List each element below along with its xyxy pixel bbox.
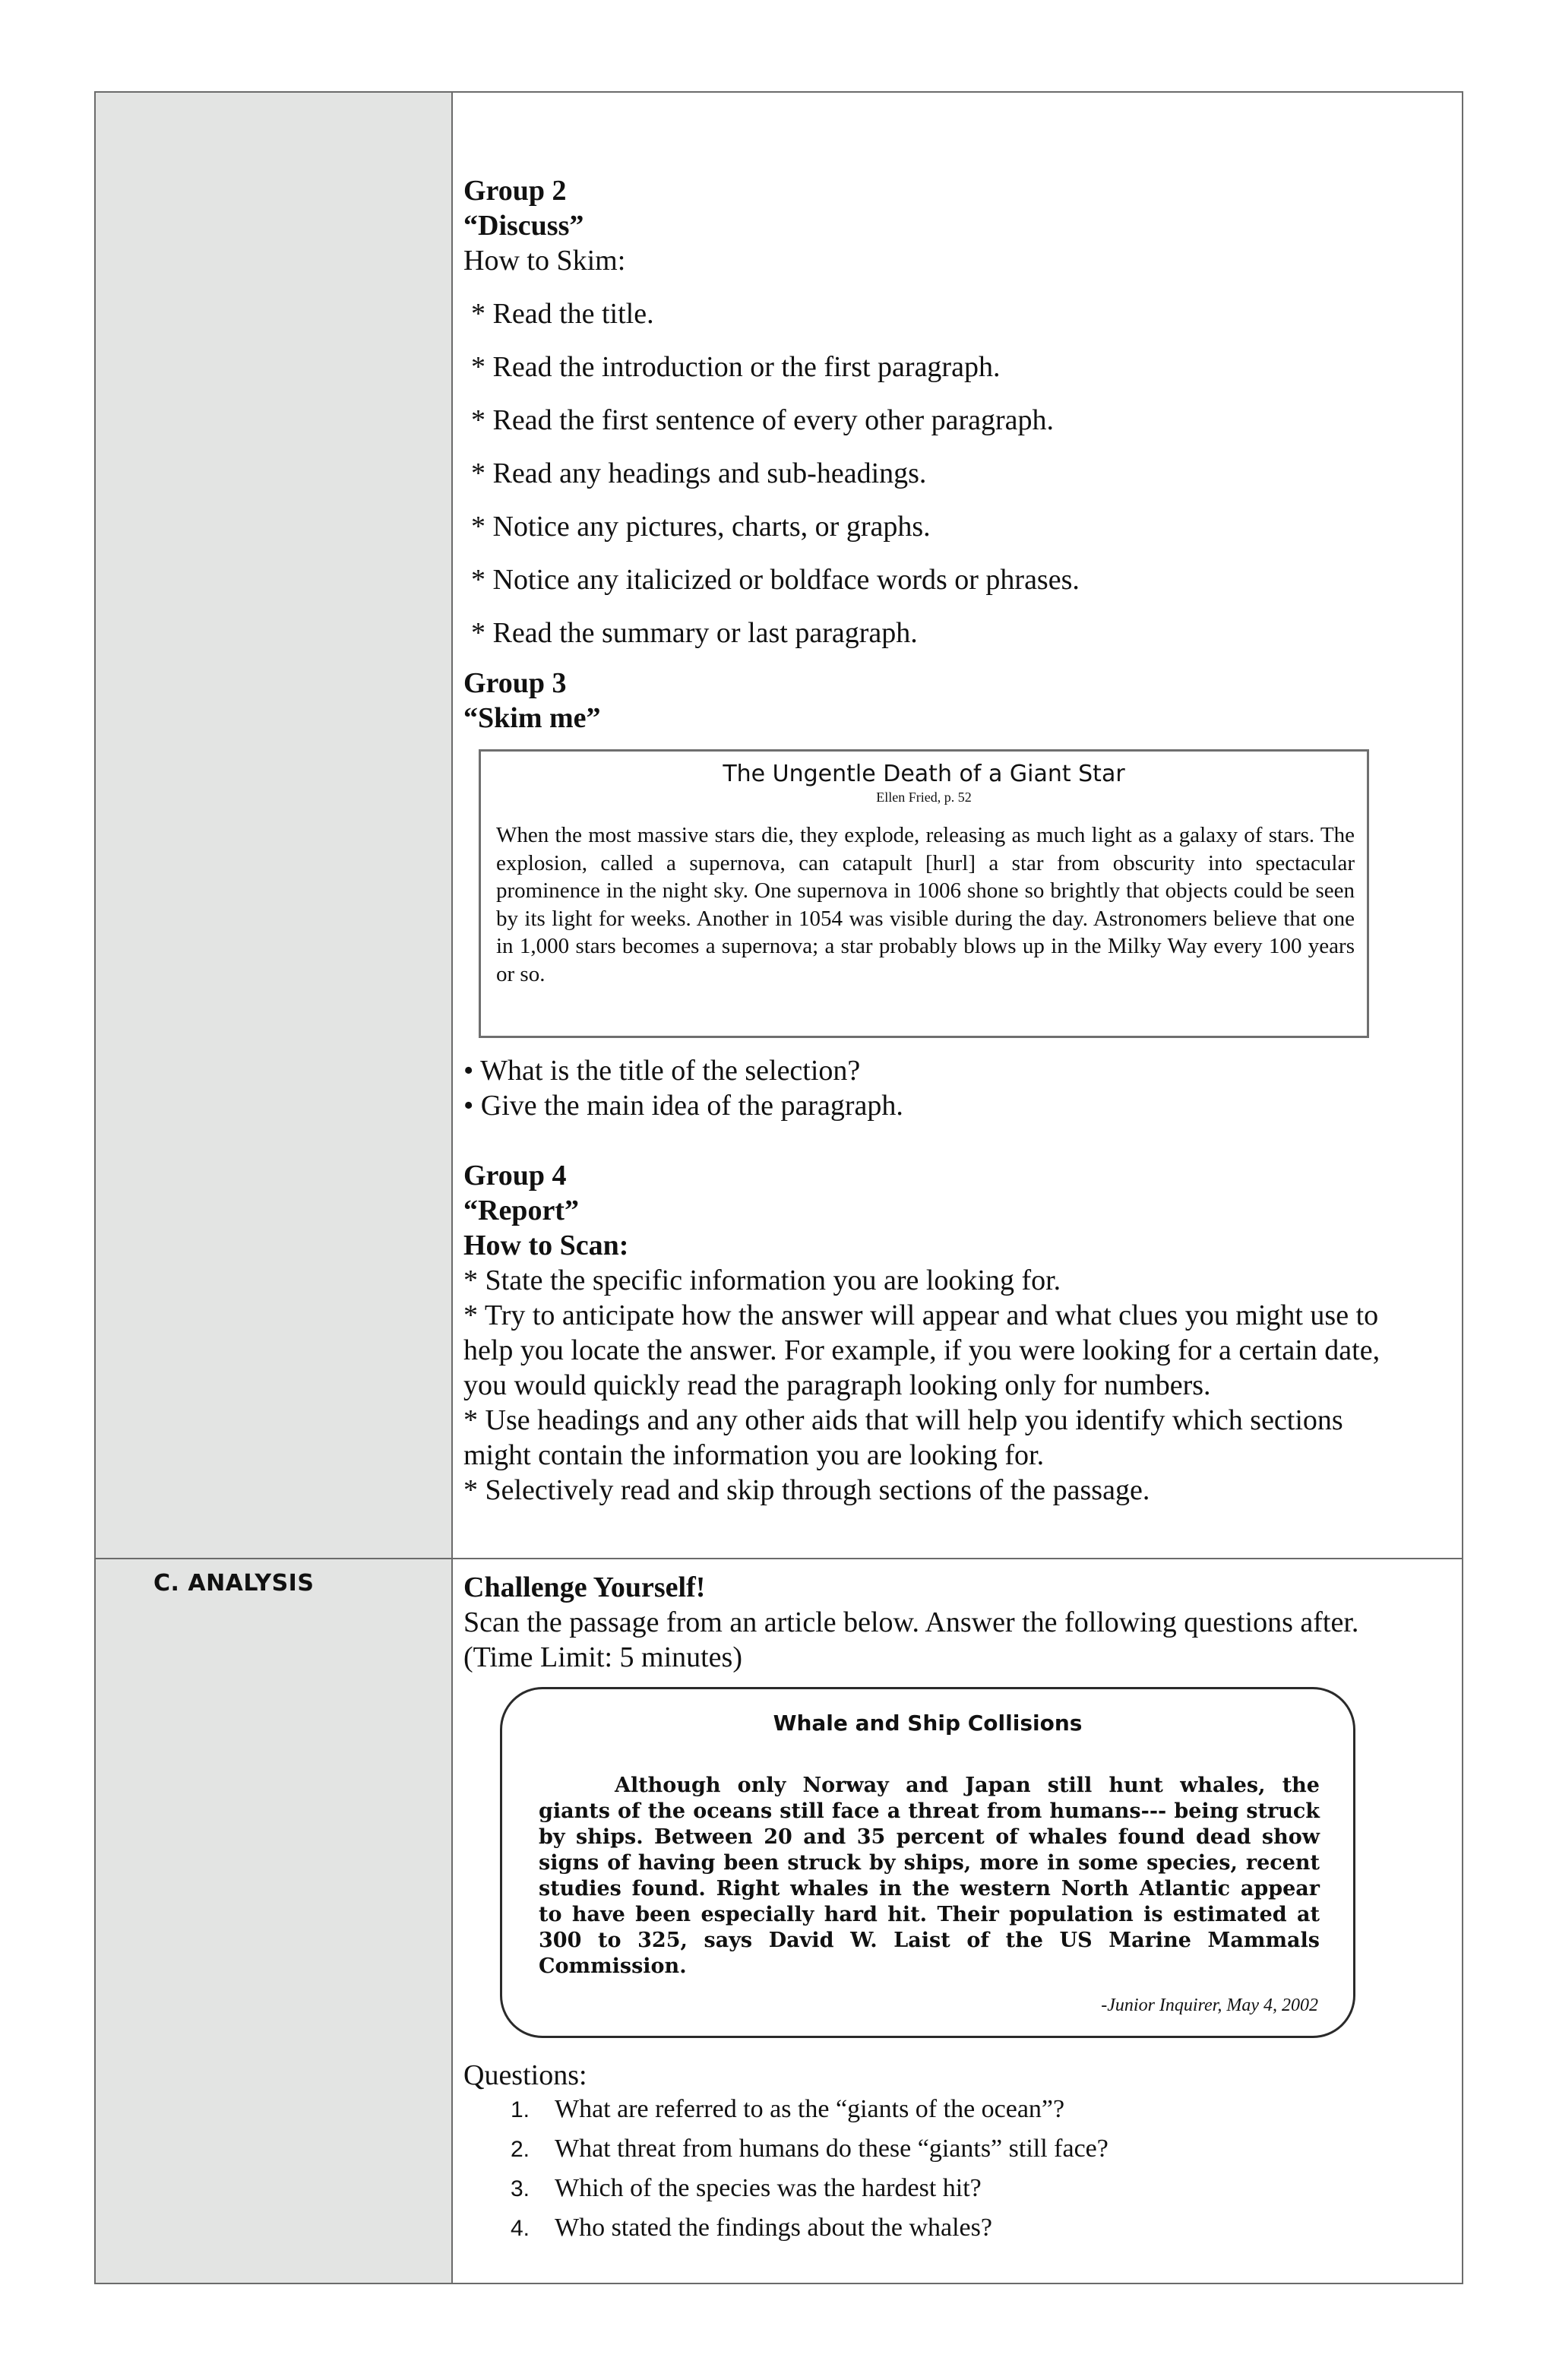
skim-step: * Notice any italicized or boldface words or phrases. [471,564,1080,596]
question-item [511,2094,1064,2125]
question-number: 2. [511,2137,530,2162]
article-box [500,1687,1355,2038]
article-source: -Junior Inquirer, May 4, 2002 [1101,1995,1318,2015]
row-divider [96,1558,1462,1559]
skim-step: * Notice any pictures, charts, or graphs. [471,511,931,543]
skim-step: * Read the title. [471,298,654,330]
question-item [511,2213,992,2244]
scan-line: * Use headings and any other aids that will help you identify which sections [463,1404,1343,1436]
scan-line: help you locate the answer. For example, if you were looking for a certain date, [463,1334,1380,1366]
question-item [511,2134,1108,2165]
group3-title: Group 3 [463,667,567,699]
group4-subtitle: “Report” [463,1195,579,1226]
group4-title: Group 4 [463,1160,567,1192]
skim-step: * Read the first sentence of every other paragraph. [471,404,1055,436]
group2-intro: How to Skim: [463,245,626,277]
analysis-instruction: Scan the passage from an article below. Answer the following questions after. [463,1606,1359,1638]
skim-step: * Read the introduction or the first paragraph. [471,351,1001,383]
skim-step: * Read the summary or last paragraph. [471,617,918,649]
group4-heading: How to Scan: [463,1230,629,1261]
question-text: What threat from humans do these “giants” still face? [555,2135,1108,2163]
passage-title: The Ungentle Death of a Giant Star [723,761,1125,787]
passage-box [479,749,1369,1038]
article-title: Whale and Ship Collisions [773,1711,1083,1736]
group2-title: Group 2 [463,175,567,207]
analysis-time-limit: (Time Limit: 5 minutes) [463,1641,742,1673]
article-text: Although only Norway and Japan still hunt whales, the giants of the oceans still face a threat from humans--- being struck by ships. Between 20 and 35 percent of whales found dead show signs of having been struck by ships, more in some species, recent studies found. Right whales in the western North Atlantic appear to have been especially hard hit. Their population is estimated at 300 to 325, says David W. Laist of the US Marine Mammals Commission. [539,1774,1320,1978]
analysis-section-label: C. ANALYSIS [153,1570,315,1597]
question-item [511,2173,982,2204]
question-number: 4. [511,2216,530,2241]
passage-author: Ellen Fried, p. 52 [876,790,972,805]
analysis-title: Challenge Yourself! [463,1571,706,1603]
scan-line: * State the specific information you are looking for. [463,1264,1061,1296]
passage-text: When the most massive stars die, they explode, releasing as much light as a galaxy of stars. The explosion, called a supernova, can catapult [hurl] a star from obscurity into spectacular prominence in the night sky. One supernova in 1006 shone so brightly that objects could be seen by its light for weeks. Another in 1054 was visible during the day. Astronomers believe that one in 1,000 stars becomes a supernova; a star probably blows up in the Milky Way every 100 years or so. [496,823,1355,986]
scan-line: * Try to anticipate how the answer will appear and what clues you might use to [463,1299,1379,1331]
question-text: What are referred to as the “giants of the ocean”? [555,2095,1065,2123]
question-text: Which of the species was the hardest hit? [555,2174,982,2202]
group3-subtitle: “Skim me” [463,702,601,734]
group3-question: • Give the main idea of the paragraph. [463,1090,903,1122]
questions-label: Questions: [463,2059,587,2091]
scan-line: might contain the information you are looking for. [463,1439,1045,1471]
group2-subtitle: “Discuss” [463,210,584,242]
question-text: Who stated the findings about the whales? [555,2214,992,2242]
group3-question: • What is the title of the selection? [463,1055,861,1087]
question-number: 3. [511,2176,530,2201]
section-label-column [96,93,453,2283]
question-number: 1. [511,2097,530,2122]
skim-step: * Read any headings and sub-headings. [471,457,927,489]
scan-line: you would quickly read the paragraph looking only for numbers. [463,1369,1211,1401]
scan-line: * Selectively read and skip through sections of the passage. [463,1474,1150,1506]
